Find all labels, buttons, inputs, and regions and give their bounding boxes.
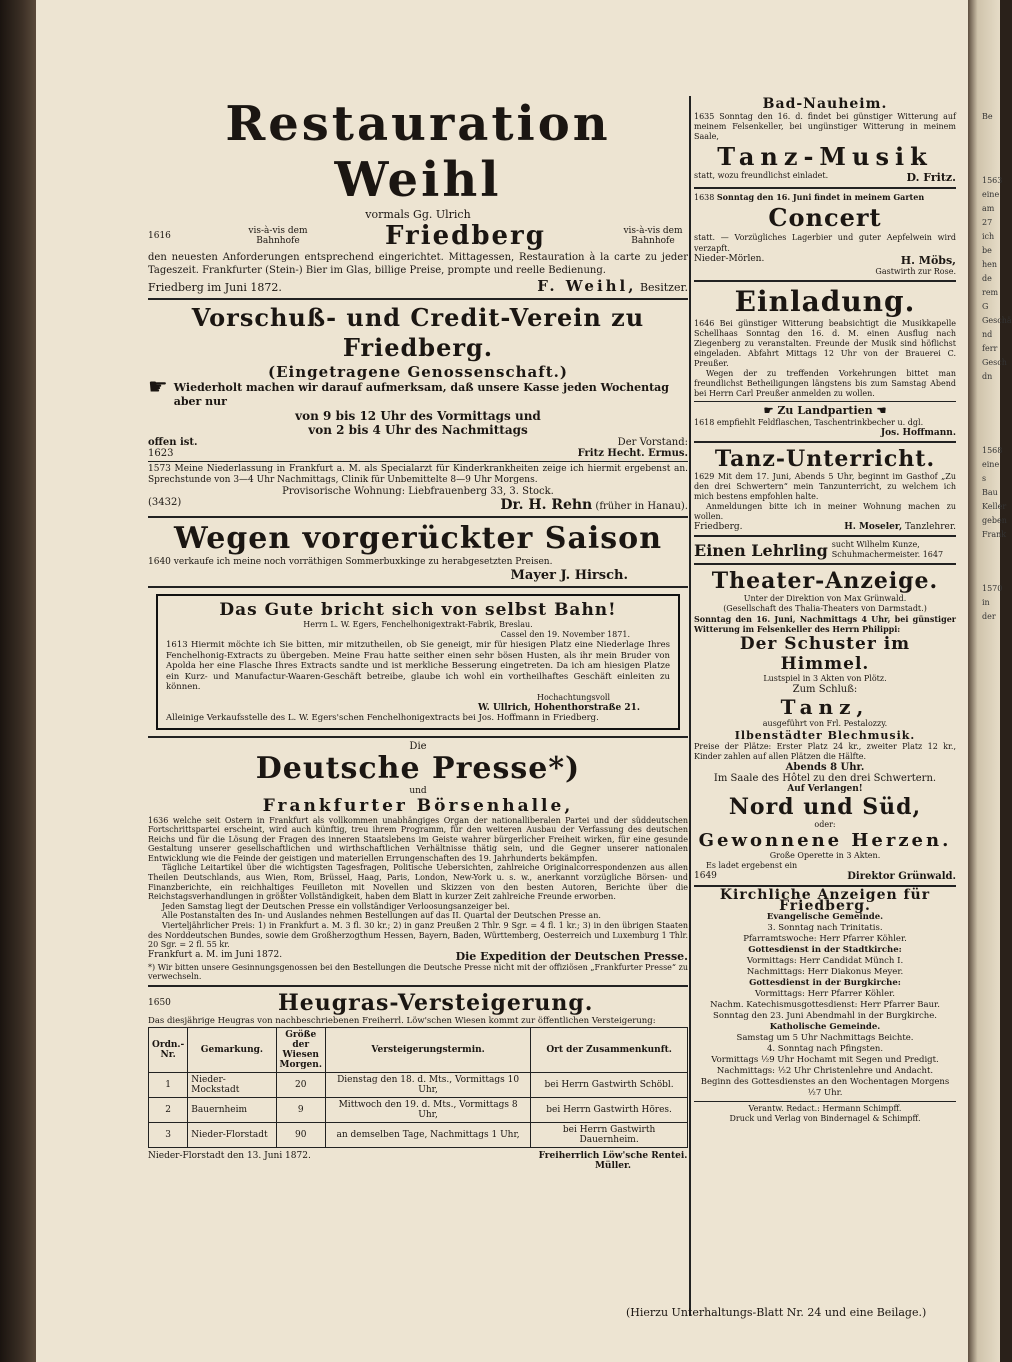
church-line: Gottesdienst in der Stadtkirche: xyxy=(748,945,902,955)
ad-text: Mit dem 17. Juni, Abends 5 Uhr, beginnt im Gasthof „Zu den drei Schwertern“ mein Tanzunterricht, zu welchem ich mich bestens empfohlen halte. xyxy=(694,472,956,501)
ad-heugras xyxy=(148,990,688,1171)
next-page-edge xyxy=(968,0,1012,1362)
ad-ref: (3432) xyxy=(148,497,182,508)
imprint-line: Verantw. Redact.: Hermann Schimpff. xyxy=(748,1104,902,1113)
ad-title: Zu Landpartien xyxy=(777,404,873,417)
ad-closing: Hochachtungsvoll xyxy=(536,692,610,702)
ad-signer: W. Ullrich, Hohenthorstraße 21. xyxy=(477,702,640,713)
church-line: Vormittags: Herr Pfarrer Köhler. xyxy=(754,989,895,999)
next-page-fragment: hen de xyxy=(982,260,998,283)
ad-number: 1646 xyxy=(694,319,715,328)
table-row xyxy=(149,1073,688,1098)
next-page-fragment: geben xyxy=(982,516,1007,525)
table-cell: Nieder-Mockstadt xyxy=(188,1073,276,1098)
ad-role: Tanzlehrer. xyxy=(904,522,956,532)
pointing-hand-left-icon: ☚ xyxy=(876,404,887,417)
table-cell: 1 xyxy=(149,1073,188,1098)
ad-place-date: Frankfurt a. M. im Juni 1872. xyxy=(148,949,283,960)
ad-tail: sucht Wilhelm Kunze, Schuhmachermeister. 1647 xyxy=(831,540,944,559)
ad-body2: Anmeldungen bitte ich in meiner Wohnung machen zu wollen. xyxy=(694,502,956,521)
church-line: Pfarramtswoche: Herr Pfarrer Köhler. xyxy=(743,934,907,944)
next-page-fragment: eine s xyxy=(982,460,1000,483)
ad-town: Friedberg xyxy=(385,221,546,251)
ad-egers-box xyxy=(156,594,680,730)
ad-number: 1573 xyxy=(148,464,171,474)
table-cell: bei Herrn Gastwirth Dauernheim. xyxy=(531,1123,688,1148)
ad-vis-left: vis-à-vis dem Bahnhofe xyxy=(248,226,308,246)
column-divider xyxy=(689,96,691,1316)
next-page-fragment: Frank xyxy=(982,530,1007,539)
ad-title: Wegen vorgerückter Saison xyxy=(173,521,663,556)
church-line: Samstag um 5 Uhr Nachmittags Beichte. xyxy=(736,1033,914,1043)
ad-subtitle: (Eingetragene Genossenschaft.) xyxy=(268,363,568,381)
next-page-fragment: dn xyxy=(982,372,993,381)
ad-sign-row xyxy=(694,522,956,532)
next-page-fragment: Keller xyxy=(982,502,1007,511)
ad-signer: Dr. H. Rehn xyxy=(500,497,593,513)
ad-text: Hiermit möchte ich Sie bitten, mir mitzutheilen, ob Sie geneigt, mir für hiesigen Platz eine Niederlage Ihres Fenchelhonig-Extracts zu übergeben. Meine Frau hatte seither einen sehr bösen Husten, als ihr mein Bruder von Apolda her eine Flasche Ihres Extracts sandte und ist merkliche Besserung eingetreten. Da ich am hiesigen Platze ein Kurz- und Manufactur-Waaren-Geschäft betreibe, glaube ich wohl ein vortheilhaftes Geschäft einleiten zu können. xyxy=(166,640,670,692)
ad-title: Restauration Weihl xyxy=(225,96,611,208)
next-page-fragment: am 27 xyxy=(982,204,995,227)
table-cell: 20 xyxy=(276,1073,325,1098)
ad-event: Tanz-Musik xyxy=(717,142,933,171)
ad-sign-row xyxy=(148,437,688,448)
ad-title: Kirchliche Anzeigen für Friedberg. xyxy=(719,887,931,914)
ad-text: Sonntag den 16. d. findet bei günstiger Witterung auf meinem Felsenkeller, bei ungünstiger Witterung in meinem Saale, xyxy=(694,112,957,141)
ad-sign-row xyxy=(148,497,688,513)
next-page-fragment: eine xyxy=(982,190,1000,199)
ad-number: 1623 xyxy=(148,448,174,459)
table-header: Größe der Wiesen Morgen. xyxy=(276,1028,325,1073)
divider xyxy=(694,441,956,443)
ad-number: 1618 xyxy=(694,418,715,427)
left-column xyxy=(148,96,688,1171)
ad-sign-row xyxy=(148,950,688,963)
ad-dance-note: ausgeführt von Frl. Pestalozzy. xyxy=(762,719,888,728)
ad-former: vormals Gg. Ulrich xyxy=(365,208,471,221)
church-line: Nachm. Katechismusgottesdienst: Herr Pfarrer Baur. xyxy=(710,1000,940,1010)
ad-signer: Jos. Hoffmann. xyxy=(880,428,956,438)
ad-number: 1640 xyxy=(148,557,171,567)
church-line: Gottesdienst in der Burgkirche: xyxy=(749,978,901,988)
ad-signer: F. Weihl, xyxy=(537,277,637,295)
ad-role: Gastwirth zur Rose. xyxy=(875,267,956,276)
table-header: Gemarkung. xyxy=(188,1028,276,1073)
next-page-fragment: ich be xyxy=(982,232,995,255)
ad-signer: Freiherrlich Löw'sche Rentei. Müller. xyxy=(538,1151,688,1171)
ad-bad-nauheim xyxy=(694,96,956,184)
ad-dance: Tanz, xyxy=(780,695,870,719)
church-line: Vormittags: Herr Candidat Münch I. xyxy=(746,956,904,966)
ad-landpartien xyxy=(694,404,956,438)
ad-sign-row xyxy=(148,1151,688,1171)
ad-number: 1649 xyxy=(694,871,717,881)
table-cell: 2 xyxy=(149,1098,188,1123)
ad-number: 1629 xyxy=(694,472,715,481)
ad-sign-row xyxy=(694,871,956,882)
ad-hall: Im Saale des Hôtel zu den drei Schwertern. xyxy=(713,773,937,784)
divider xyxy=(694,535,956,537)
ad-request: Auf Verlangen! xyxy=(787,784,863,794)
table-header: Ordn.-Nr. xyxy=(149,1028,188,1073)
ad-text: Bei günstiger Witterung beabsichtigt die Musikkapelle Schellhaas Sonntag den 16. d. M. einen Ausflug nach Ziegenberg zu veranstalten. Freunde der Musik sind höflichst eingeladen. Abfahrt Mittags 12 Uhr von der Brauerei C. Preußer. xyxy=(694,319,956,368)
ad-sign-row xyxy=(148,277,688,295)
ad-intro: Das diesjährige Heugras von nachbeschriebenen Freiherrl. Löw'schen Wiesen kommt zur öffentlichen Versteigerung: xyxy=(148,1016,656,1026)
ad-addressee: Herrn L. W. Egers, Fenchelhonigextrakt-Fabrik, Breslau. xyxy=(303,620,533,629)
ad-prices: Preise der Plätze: Erster Platz 24 kr., zweiter Platz 12 kr., Kinder zahlen auf allen Plätzen die Hälfte. xyxy=(694,742,956,761)
ad-body xyxy=(166,640,670,693)
ad-play3-note: Große Operette in 3 Akten. xyxy=(769,851,881,860)
ad-body2: Wegen der zu treffenden Vorkehrungen bittet man freundlichst Betheiligungen längstens bis zum Samstag Abend bei Herrn Carl Preußer anmelden zu wollen. xyxy=(694,369,956,398)
ad-names: Fritz Hecht. Ermus. xyxy=(577,448,688,459)
table-header: Ort der Zusammenkunft. xyxy=(531,1028,688,1073)
ad-body5: Vierteljährlicher Preis: 1) in Frankfurt a. M. 3 fl. 30 kr.; 2) in ganz Preußen 2 Thlr. 9 Sgr. = 4 fl. 1 kr.; 3) in den übrigen Staaten des Norddeutschen Bundes, sowie dem Großherzogthum Hessen, Bayern, Baden, Württemberg, Oesterreich und Luxemburg 1 Thlr. 20 Sgr. = 2 fl. 55 kr. xyxy=(148,921,688,950)
ad-text: Meine Niederlassung in Frankfurt a. M. als Specialarzt für Kinderkrankheiten zeige ich hiermit ergebenst an. Sprechstunde von 3—4 Uhr Nachmittags, Clinik für Unbemittelte 8—9 Uhr Morgens. xyxy=(148,464,688,485)
ad-place: Friedberg. xyxy=(694,522,743,532)
ad-number: 1635 xyxy=(694,112,715,121)
imprint-line: Druck und Verlag von Bindernagel & Schimpff. xyxy=(729,1114,921,1123)
next-page-fragment: Geschä xyxy=(982,316,1012,325)
imprint xyxy=(694,1104,956,1124)
ad-number: 1616 xyxy=(148,231,171,241)
ad-signer: Mayer J. Hirsch. xyxy=(510,568,628,583)
church-line: Sonntag den 23. Juni Abendmahl in der Burgkirche. xyxy=(713,1011,937,1021)
ad-date: Sonntag den 16. Juni, Nachmittags 4 Uhr, bei günstiger Witterung im Felsenkeller des Herrn Philippi: xyxy=(694,614,956,634)
ad-title: Bad-Nauheim. xyxy=(762,96,888,112)
next-page-fragment: rem G xyxy=(982,288,999,311)
ad-body xyxy=(148,464,688,486)
next-page-fragment: 1568 xyxy=(982,446,1003,455)
ad-title: Vorschuß- und Credit-Verein zu Friedberg. xyxy=(191,303,645,362)
ad-text: empfiehlt Feldflaschen, Taschentrinkbecher u. dgl. xyxy=(716,418,924,427)
ad-deutsche-presse xyxy=(148,741,688,983)
ad-lehrling xyxy=(694,540,956,560)
divider xyxy=(694,187,956,189)
table-cell: 9 xyxy=(276,1098,325,1123)
ad-society: (Gesellschaft des Thalia-Theaters von Darmstadt.) xyxy=(723,604,927,613)
ad-body: den neuesten Anforderungen entsprechend eingerichtet. Mittagessen, Restauration à la carte zu jeder Tageszeit. Frankfurter (Stein-) Bier im Glas, billige Preise, prompte und reelle Bedienung. xyxy=(148,252,688,276)
church-line: Katholische Gemeinde. xyxy=(769,1022,881,1032)
ad-town-row xyxy=(148,221,688,251)
ad-place: Nieder-Mörlen. xyxy=(694,254,765,264)
ad-place-date: Friedberg im Juni 1872. xyxy=(148,281,282,294)
church-line: 4. Sonntag nach Pfingsten. xyxy=(766,1044,884,1054)
ad-number: 1613 xyxy=(166,640,188,650)
table-cell: an demselben Tage, Nachmittags 1 Uhr, xyxy=(325,1123,530,1148)
ad-subtitle: Frankfurter Börsenhalle, xyxy=(262,795,574,816)
ad-credit-verein xyxy=(148,303,688,459)
divider xyxy=(694,280,956,282)
auction-table xyxy=(148,1027,688,1148)
table-cell: Dienstag den 18. d. Mts., Vormittags 10 Uhr, xyxy=(325,1073,530,1098)
ad-theater xyxy=(694,568,956,882)
ad-tail: statt, wozu freundlichst einladet. xyxy=(694,171,829,180)
divider xyxy=(694,563,956,565)
ad-body2: Tägliche Leitartikel über die wichtigsten Tagesfragen, Politische Uebersichten, zahlreiche Originalcorrespondenzen aus allen Theilen Deutschlands, aus Wien, Rom, Brüssel, Haag, Paris, London, New-York u. s. w., anerkannt vorzügliche Börsen- und Finanzberichte, ein reichhaltiges Feuilleton mit Novellen und Skizzen von den besten Autoren, Berichte über die Reichstagsverhandlungen in größter Vollständigkeit, haben dem Blatt in kurzer Zeit zahlreiche Freunde erworben. xyxy=(148,863,688,902)
divider xyxy=(148,298,688,300)
ad-play-note: Lustspiel in 3 Akten von Plötz. xyxy=(763,674,887,683)
ad-body xyxy=(694,472,956,502)
ad-kirchliche xyxy=(694,887,956,1099)
ad-title: Theater-Anzeige. xyxy=(711,568,939,594)
ad-hand-row xyxy=(148,375,688,409)
church-line: Nachmittags: Herr Diakonus Meyer. xyxy=(746,967,904,977)
ad-und: und xyxy=(409,785,427,796)
next-page-fragment: in der xyxy=(982,598,996,621)
ad-line2: von 9 bis 12 Uhr des Vormittags und xyxy=(295,409,541,423)
ad-oder: oder: xyxy=(814,820,836,829)
ad-text: Sonntag den 16. Juni findet in meinem Garten xyxy=(716,192,925,202)
ad-footer: Alleinige Verkaufsstelle des L. W. Egers'schen Fenchelhonigextracts bei Jos. Hoffmann in Friedberg. xyxy=(166,712,599,723)
church-line: 3. Sonntag nach Trinitatis. xyxy=(767,923,883,933)
divider xyxy=(148,461,688,462)
ad-sign-row xyxy=(694,171,956,184)
ad-tanz-unterricht xyxy=(694,446,956,532)
table-cell: Mittwoch den 19. d. Mts., Vormittags 8 Uhr, xyxy=(325,1098,530,1123)
book-binding xyxy=(0,0,36,1362)
divider xyxy=(694,1101,956,1102)
ad-vis-right: vis-à-vis dem Bahnhofe xyxy=(623,226,683,246)
next-page-fragment: 1570 xyxy=(982,584,1003,593)
ad-intro xyxy=(694,192,956,203)
ad-board: Der Vorstand: xyxy=(617,437,688,448)
table-header-row xyxy=(149,1028,688,1073)
next-page-fragment: nd ferr xyxy=(982,330,998,353)
divider xyxy=(148,586,688,588)
ad-title: Heugras-Versteigerung. xyxy=(278,990,594,1016)
next-page-fragment: Be xyxy=(982,112,993,121)
ad-body xyxy=(694,319,956,369)
table-cell: bei Herrn Gastwirth Schöbl. xyxy=(531,1073,688,1098)
divider xyxy=(694,401,956,402)
ad-number: 1636 xyxy=(148,815,169,825)
church-line: Evangelische Gemeinde. xyxy=(766,912,884,922)
ad-address: Provisorische Wohnung: Liebfrauenberg 33, 3. Stock. xyxy=(282,486,554,497)
right-column xyxy=(694,96,956,1124)
ad-title: Das Gute bricht sich von selbst Bahn! xyxy=(219,600,617,620)
ad-body xyxy=(694,417,956,428)
ad-direction: Unter der Direktion von Max Grünwald. xyxy=(743,594,907,603)
ad-date: Cassel den 19. November 1871. xyxy=(500,630,630,639)
ad-signer: Direktor Grünwald. xyxy=(847,871,956,882)
table-row xyxy=(149,1098,688,1123)
ad-invite: Es ladet ergebenst ein xyxy=(706,861,798,870)
ad-signer-role: Besitzer. xyxy=(639,281,688,294)
ad-signer-note: (früher in Hanau). xyxy=(595,501,688,512)
table-cell: bei Herrn Gastwirth Höres. xyxy=(531,1098,688,1123)
pointing-hand-icon: ☛ xyxy=(763,404,774,417)
ad-play3: Gewonnene Herzen. xyxy=(698,830,952,851)
church-line: Vormittags ½9 Uhr Hochamt mit Segen und Predigt. xyxy=(711,1055,939,1065)
divider xyxy=(148,516,688,518)
ad-restauration-weihl xyxy=(148,96,688,295)
ad-body: statt. — Vorzügliches Lagerbier und guter Aepfelwein wird verzapft. xyxy=(694,233,956,253)
ad-line1: Wiederholt machen wir darauf aufmerksam, daß unsere Kasse jeden Wochentag aber nur xyxy=(173,381,669,408)
divider xyxy=(148,985,688,987)
ad-signer: D. Fritz. xyxy=(906,171,956,184)
ad-sign-row xyxy=(694,254,956,267)
ad-einladung xyxy=(694,285,956,399)
ad-dr-rehn xyxy=(148,464,688,513)
ad-footnote: *) Wir bitten unsere Gesinnungsgenossen bei den Bestellungen die Deutsche Presse nicht mit der offiziösen „Frankfurter Presse“ zu verwechseln. xyxy=(148,962,688,982)
ad-event: Concert xyxy=(768,203,882,232)
table-header: Versteigerungstermin. xyxy=(325,1028,530,1073)
ad-title: Einladung. xyxy=(734,285,916,318)
ad-band: Ilbenstädter Blechmusik. xyxy=(734,729,916,742)
ad-place-date: Nieder-Florstadt den 13. Juni 1872. xyxy=(148,1151,311,1161)
ad-signer: H. Moseler, xyxy=(844,522,903,532)
ad-title: Deutsche Presse*) xyxy=(255,750,581,786)
ad-play: Der Schuster im Himmel. xyxy=(739,634,911,674)
ad-signer: Die Expedition der Deutschen Presse. xyxy=(455,949,688,963)
ad-names-row xyxy=(148,448,688,459)
table-cell: Nieder-Florstadt xyxy=(188,1123,276,1148)
ad-body3: Jeden Samstag liegt der Deutschen Presse ein vollständiger Verloosungsanzeiger bei. xyxy=(162,901,510,911)
ad-die: Die xyxy=(409,740,427,752)
church-line: Beginn des Gottesdienstes an den Wochentagen Morgens ½7 Uhr. xyxy=(700,1077,950,1098)
next-page-fragment: 1563 xyxy=(982,176,1003,185)
ad-text: verkaufe ich meine noch vorräthigen Sommerbuxkinge zu herabgesetzten Preisen. xyxy=(173,557,553,567)
table-row xyxy=(149,1123,688,1148)
ad-body1 xyxy=(148,816,688,864)
ad-title-row xyxy=(148,990,688,1016)
ad-finale: Zum Schluß: xyxy=(792,684,858,695)
ad-line3: von 2 bis 4 Uhr des Nachmittags xyxy=(308,423,528,437)
next-page-fragment: Bau xyxy=(982,488,998,497)
ad-evening: Abends 8 Uhr. xyxy=(785,762,865,773)
ad-signer: H. Möbs, xyxy=(900,254,956,267)
ad-title-row xyxy=(694,404,956,417)
ad-body4: Alle Postanstalten des In- und Auslandes nehmen Bestellungen auf das II. Quartal der Deutschen Presse an. xyxy=(162,911,601,921)
ad-play2: Nord und Süd, xyxy=(728,794,922,820)
newspaper-page xyxy=(36,0,968,1362)
next-page-fragment: Gesch xyxy=(982,358,1007,367)
ad-body xyxy=(148,557,688,568)
page-footer: (Hierzu Unterhaltungs-Blatt Nr. 24 und eine Beilage.) xyxy=(626,1306,927,1319)
table-cell: 3 xyxy=(149,1123,188,1148)
ad-concert xyxy=(694,192,956,277)
ad-text: welche seit Ostern in Frankfurt als vollkommen unabhängiges Organ der nationalliberalen Partei und der süddeutschen Fortschrittspartei erscheint, wird auch künftig, treu ihrem Programm, für den weiteren Ausbau der Verfassung des deutschen Reichs und für die Lösung der Fragen des inneren Staatslebens im Geiste wahrer bürgerlicher Freiheit wirken, für eine gesunde Gestaltung unserer gesellschaftlichen und wirthschaftlichen Verhältnisse thätig sein, und die Gegner unserer nationalen Entwicklung wie die Feinde der geistigen und materiellen Errungenschaften des 19. Jahrhunderts bekämpfen. xyxy=(148,815,689,863)
ad-number: 1638 xyxy=(694,193,715,202)
church-line: Nachmittags: ½2 Uhr Christenlehre und Andacht. xyxy=(716,1066,934,1076)
ad-hirsch xyxy=(148,521,688,583)
table-cell: 90 xyxy=(276,1123,325,1148)
table-cell: Bauernheim xyxy=(188,1098,276,1123)
ad-title: Tanz-Unterricht. xyxy=(714,446,936,472)
pointing-hand-icon: ☛ xyxy=(148,375,168,400)
ad-number: 1650 xyxy=(148,998,171,1008)
divider xyxy=(148,736,688,738)
ad-title: Einen Lehrling xyxy=(694,540,828,560)
ad-body xyxy=(694,112,956,142)
ad-line4: offen ist. xyxy=(148,437,198,448)
